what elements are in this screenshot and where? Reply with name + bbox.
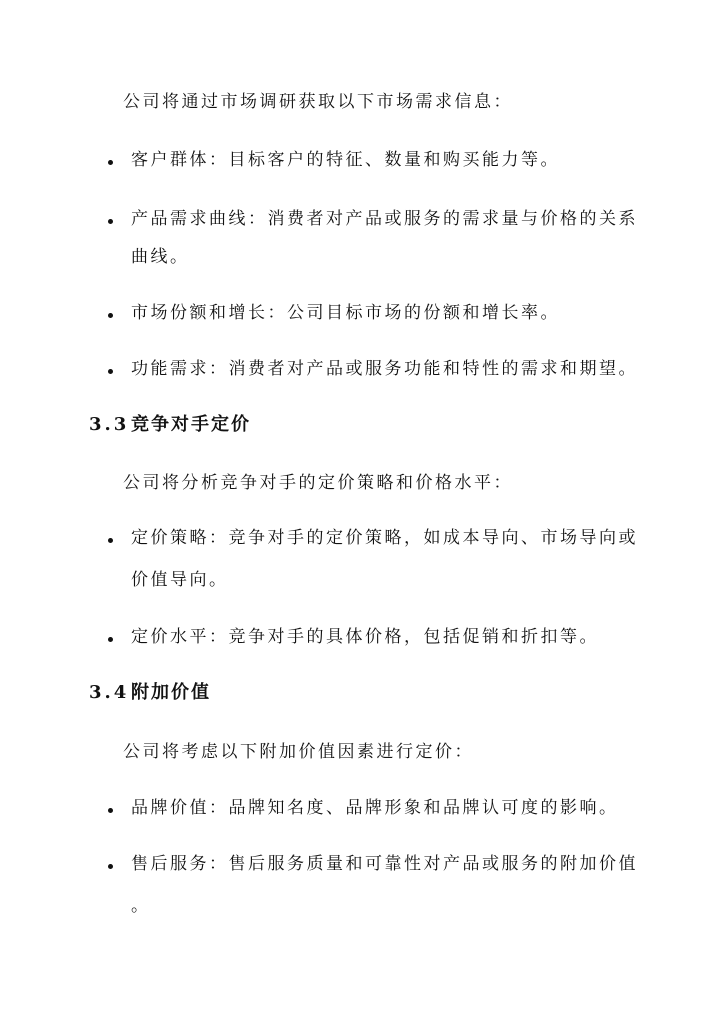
market-item-share-growth: 市场份额和增长：公司目标市场的份额和增长率。 [131, 303, 560, 323]
competitor-intro: 公司将分析竞争对手的定价策略和价格水平： [123, 473, 513, 493]
competitor-item-strategy: 定价策略：竞争对手的定价策略，如成本导向、市场导向或 [131, 528, 638, 548]
competitor-item-price-level: 定价水平：竞争对手的具体价格，包括促销和折扣等。 [131, 627, 599, 647]
market-item-demand-curve: 产品需求曲线：消费者对产品或服务的需求量与价格的关系 [131, 209, 638, 229]
bullet-icon [108, 637, 113, 642]
section-3-4-number: 3.4 [89, 682, 130, 703]
bullet-icon [108, 808, 113, 813]
section-3-3-number: 3.3 [89, 414, 130, 435]
market-item-function-needs: 功能需求：消费者对产品或服务功能和特性的需求和期望。 [131, 359, 638, 379]
value-added-intro: 公司将考虑以下附加价值因素进行定价： [123, 742, 474, 762]
market-item-customers: 客户群体：目标客户的特征、数量和购买能力等。 [131, 150, 560, 170]
section-3-3-heading [89, 415, 251, 435]
bullet-icon [108, 864, 113, 869]
section-3-4-heading [89, 683, 211, 703]
bullet-icon [108, 538, 113, 543]
bullet-icon [108, 369, 113, 374]
value-item-after-sales: 售后服务：售后服务质量和可靠性对产品或服务的附加价值 [131, 854, 638, 874]
bullet-icon [108, 219, 113, 224]
market-item-demand-curve-cont: 曲线。 [131, 247, 190, 267]
bullet-icon [108, 160, 113, 165]
bullet-icon [108, 313, 113, 318]
value-item-brand: 品牌价值：品牌知名度、品牌形象和品牌认可度的影响。 [131, 798, 619, 818]
value-item-after-sales-cont: 。 [131, 896, 151, 916]
competitor-item-strategy-cont: 价值导向。 [131, 570, 229, 590]
section-3-3-title: 竞争对手定价 [131, 414, 251, 435]
market-intro: 公司将通过市场调研获取以下市场需求信息： [123, 92, 513, 112]
section-3-4-title: 附加价值 [131, 682, 211, 703]
